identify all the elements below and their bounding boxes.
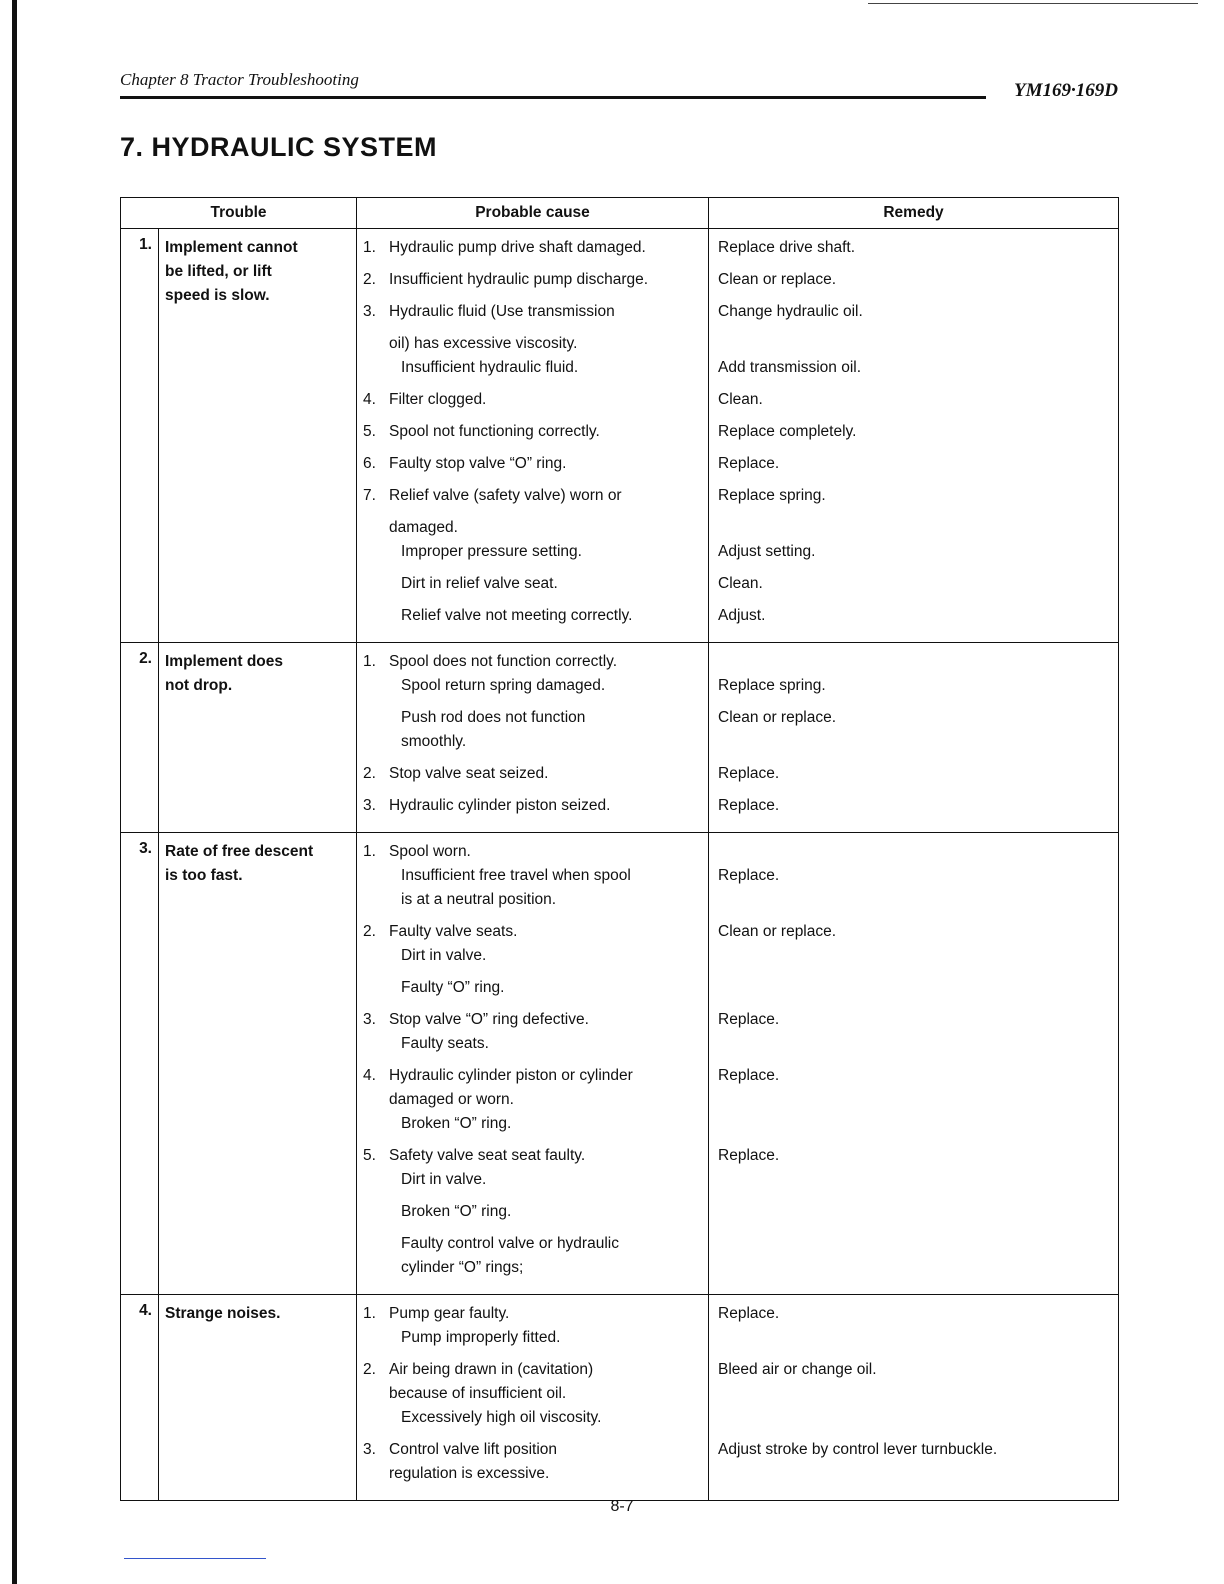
cause-text: Faulty seats. (401, 1035, 489, 1052)
cause-line (363, 604, 702, 628)
remedy-line: Bleed air or change oil. (718, 1361, 877, 1378)
cause-line (363, 1232, 702, 1256)
cause-line (363, 332, 702, 356)
table-row (121, 833, 1119, 1295)
remedy-line: Replace completely. (718, 423, 857, 440)
remedy-line: Adjust. (718, 607, 766, 624)
cause-number: 4. (363, 1067, 376, 1084)
row-number: 1. (121, 229, 159, 643)
cause-text: Stop valve “O” ring defective. (389, 1011, 589, 1028)
cause-number: 1. (363, 843, 376, 860)
cause-text: Relief valve not meeting correctly. (401, 607, 633, 624)
trouble-group (121, 833, 1119, 1295)
page-number: 8-7 (610, 1498, 634, 1515)
trouble-text: Rate of free descent (165, 843, 314, 860)
cause-number: 2. (363, 1361, 376, 1378)
header-probable-cause: Probable cause (357, 198, 709, 229)
trouble-cell (159, 643, 357, 833)
probable-cause-cell (357, 229, 709, 643)
chapter-title: Chapter 8 Tractor Troubleshooting (120, 70, 359, 89)
cause-text: Hydraulic cylinder piston or cylinder (389, 1067, 633, 1084)
probable-cause-cell (357, 1295, 709, 1501)
cause-text: Broken “O” ring. (401, 1203, 512, 1220)
cause-number: 1. (363, 1305, 376, 1322)
trouble-text: not drop. (165, 677, 233, 694)
cause-text: Spool return spring damaged. (401, 677, 606, 694)
remedy-cell (709, 833, 1119, 1295)
cause-text: Faulty stop valve “O” ring. (389, 455, 567, 472)
remedy-line (715, 1112, 1112, 1136)
cause-text: because of insufficient oil. (389, 1385, 567, 1402)
cause-text: Hydraulic pump drive shaft damaged. (389, 239, 646, 256)
probable-cause-cell (357, 643, 709, 833)
cause-line (363, 706, 702, 730)
cause-text: Insufficient hydraulic pump discharge. (389, 271, 649, 288)
cause-line (363, 1326, 702, 1350)
remedy-line: Clean. (718, 575, 763, 592)
cause-line (363, 888, 702, 912)
cause-line (363, 840, 702, 864)
cause-number: 3. (363, 303, 376, 320)
trouble-group (121, 643, 1119, 833)
cause-line (363, 420, 702, 444)
trouble-text: be lifted, or lift (165, 263, 272, 280)
header-remedy: Remedy (709, 198, 1119, 229)
cause-text: Safety valve seat seat faulty. (389, 1147, 586, 1164)
cause-number: 4. (363, 391, 376, 408)
remedy-line (715, 1088, 1112, 1112)
remedy-line (715, 1232, 1112, 1256)
cause-text: Air being drawn in (cavitation) (389, 1361, 594, 1378)
cause-text: Spool not functioning correctly. (389, 423, 600, 440)
trouble-group (121, 229, 1119, 643)
cause-line (363, 1382, 702, 1406)
cause-line (363, 540, 702, 564)
trouble-cell (159, 833, 357, 1295)
remedy-line (715, 1382, 1112, 1406)
remedy-line: Replace. (718, 1011, 780, 1028)
remedy-line: Add transmission oil. (718, 359, 862, 376)
cause-line (363, 388, 702, 412)
table-row (121, 643, 1119, 833)
remedy-line: Clean. (718, 391, 763, 408)
remedy-line: Change hydraulic oil. (718, 303, 863, 320)
remedy-cell (709, 643, 1119, 833)
cause-line (363, 976, 702, 1000)
remedy-line (715, 730, 1112, 754)
cause-number: 2. (363, 271, 376, 288)
remedy-line: Clean or replace. (718, 923, 837, 940)
trouble-text: is too fast. (165, 867, 243, 884)
remedy-cell (709, 229, 1119, 643)
trouble-text: Strange noises. (165, 1305, 281, 1322)
remedy-line: Replace. (718, 765, 780, 782)
cause-line (363, 864, 702, 888)
cause-number: 2. (363, 765, 376, 782)
cause-text: Control valve lift position (389, 1441, 558, 1458)
cause-line (363, 1112, 702, 1136)
remedy-line: Replace. (718, 1305, 780, 1322)
cause-text: Hydraulic cylinder piston seized. (389, 797, 611, 814)
cause-text: Insufficient hydraulic fluid. (401, 359, 579, 376)
remedy-line (715, 1326, 1112, 1350)
cause-number: 7. (363, 487, 376, 504)
remedy-line (715, 650, 1112, 674)
cause-line (363, 1462, 702, 1486)
cause-text: is at a neutral position. (401, 891, 557, 908)
cause-line (363, 300, 702, 324)
cause-number: 6. (363, 455, 376, 472)
cause-number: 1. (363, 239, 376, 256)
remedy-line: Adjust stroke by control lever turnbuckle. (718, 1441, 998, 1458)
cause-line (363, 1032, 702, 1056)
cause-text: Dirt in relief valve seat. (401, 575, 558, 592)
remedy-line: Replace. (718, 1067, 780, 1084)
cause-line (363, 484, 702, 508)
cause-text: Dirt in valve. (401, 947, 487, 964)
cause-line (363, 1358, 702, 1382)
cause-text: Excessively high oil viscosity. (401, 1409, 602, 1426)
table-row (121, 1295, 1119, 1501)
remedy-line: Replace spring. (718, 487, 826, 504)
cause-line (363, 1168, 702, 1192)
cause-text: Faulty control valve or hydraulic (401, 1235, 619, 1252)
cause-text: damaged or worn. (389, 1091, 514, 1108)
table-header-row (121, 198, 1119, 229)
trouble-text: Implement does (165, 653, 283, 670)
cause-line (363, 1438, 702, 1462)
cause-line (363, 356, 702, 380)
remedy-line (715, 1406, 1112, 1430)
cause-line (363, 452, 702, 476)
cause-line (363, 730, 702, 754)
probable-cause-cell (357, 833, 709, 1295)
row-number: 3. (121, 833, 159, 1295)
cause-text: Hydraulic fluid (Use transmission (389, 303, 615, 320)
cause-number: 5. (363, 423, 376, 440)
trouble-text: Implement cannot (165, 239, 298, 256)
remedy-line: Replace spring. (718, 677, 826, 694)
remedy-line (715, 976, 1112, 1000)
remedy-line: Clean or replace. (718, 709, 837, 726)
cause-line (363, 1256, 702, 1280)
cause-text: Improper pressure setting. (401, 543, 582, 560)
trouble-text: speed is slow. (165, 287, 270, 304)
cause-text: oil) has excessive viscosity. (389, 335, 578, 352)
cause-text: Faulty “O” ring. (401, 979, 505, 996)
cause-text: Filter clogged. (389, 391, 487, 408)
remedy-line (715, 840, 1112, 864)
remedy-line (715, 516, 1112, 540)
cause-line (363, 1406, 702, 1430)
cause-text: Broken “O” ring. (401, 1115, 512, 1132)
cause-text: cylinder “O” rings; (401, 1259, 524, 1276)
cause-number: 3. (363, 1011, 376, 1028)
page-header (120, 68, 1118, 102)
cause-text: damaged. (389, 519, 458, 536)
cause-text: Pump gear faulty. (389, 1305, 510, 1322)
header-rule (120, 96, 986, 99)
cause-line (363, 236, 702, 260)
remedy-line (715, 1256, 1112, 1280)
header-trouble: Trouble (121, 198, 357, 229)
trouble-cell (159, 1295, 357, 1501)
cause-line (363, 1302, 702, 1326)
cause-number: 3. (363, 1441, 376, 1458)
scan-bottom-line (124, 1558, 266, 1559)
row-number: 2. (121, 643, 159, 833)
cause-line (363, 944, 702, 968)
remedy-line: Replace drive shaft. (718, 239, 856, 256)
trouble-cell (159, 229, 357, 643)
scan-top-line (868, 3, 1198, 4)
cause-line (363, 1008, 702, 1032)
cause-text: smoothly. (401, 733, 467, 750)
model-number: YM169·169D (1014, 80, 1118, 101)
remedy-line: Clean or replace. (718, 271, 837, 288)
cause-line (363, 1088, 702, 1112)
remedy-line: Replace. (718, 1147, 780, 1164)
cause-line (363, 920, 702, 944)
remedy-line (715, 332, 1112, 356)
remedy-line (715, 1200, 1112, 1224)
cause-line (363, 762, 702, 786)
remedy-line: Replace. (718, 867, 780, 884)
trouble-group (121, 1295, 1119, 1501)
cause-line (363, 674, 702, 698)
section-title: 7. HYDRAULIC SYSTEM (120, 132, 438, 162)
cause-text: Spool does not function correctly. (389, 653, 618, 670)
cause-line (363, 268, 702, 292)
cause-text: Relief valve (safety valve) worn or (389, 487, 622, 504)
row-number: 4. (121, 1295, 159, 1501)
cause-line (363, 572, 702, 596)
remedy-line: Adjust setting. (718, 543, 816, 560)
cause-line (363, 794, 702, 818)
cause-text: Insufficient free travel when spool (401, 867, 631, 884)
remedy-line (715, 1462, 1112, 1486)
remedy-line (715, 888, 1112, 912)
remedy-line (715, 944, 1112, 968)
cause-number: 3. (363, 797, 376, 814)
remedy-line: Replace. (718, 797, 780, 814)
cause-text: Push rod does not function (401, 709, 586, 726)
remedy-line: Replace. (718, 455, 780, 472)
cause-text: regulation is excessive. (389, 1465, 550, 1482)
cause-text: Pump improperly fitted. (401, 1329, 561, 1346)
cause-text: Dirt in valve. (401, 1171, 487, 1188)
remedy-line (715, 1032, 1112, 1056)
cause-text: Spool worn. (389, 843, 471, 860)
cause-number: 1. (363, 653, 376, 670)
cause-line (363, 516, 702, 540)
troubleshooting-table (120, 197, 1119, 1501)
cause-line (363, 650, 702, 674)
cause-number: 5. (363, 1147, 376, 1164)
cause-line (363, 1064, 702, 1088)
table-row (121, 229, 1119, 643)
cause-text: Faulty valve seats. (389, 923, 518, 940)
cause-text: Stop valve seat seized. (389, 765, 549, 782)
remedy-cell (709, 1295, 1119, 1501)
cause-line (363, 1200, 702, 1224)
scan-left-edge (12, 0, 17, 1584)
cause-number: 2. (363, 923, 376, 940)
remedy-line (715, 1168, 1112, 1192)
cause-line (363, 1144, 702, 1168)
